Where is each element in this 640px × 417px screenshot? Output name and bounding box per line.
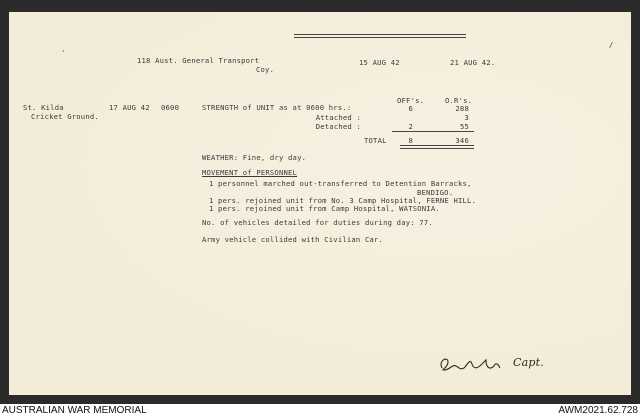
detached-ors: 55	[459, 122, 469, 131]
detached-offrs: 2	[408, 122, 413, 131]
unit-name: 118 Aust. General Transport	[137, 56, 260, 65]
strength-ors: 288	[455, 104, 469, 113]
total-rule-top	[392, 131, 474, 132]
incident-note: Army vehicle collided with Civilian Car.	[202, 235, 384, 244]
entry-date: 17 AUG 42	[109, 103, 150, 112]
col-ors-header: O.R's.	[445, 96, 473, 105]
stray-mark: /	[609, 40, 614, 49]
place-sub: Cricket Ground.	[31, 112, 99, 121]
movement-line-2: 1 pers. rejoined unit from No. 3 Camp Hospital, FERNE HILL.	[209, 196, 477, 205]
period-to: 21 AUG 42.	[450, 58, 496, 67]
footer-left: AUSTRALIAN WAR MEMORIAL	[2, 405, 147, 416]
war-diary-page	[9, 12, 631, 395]
period-from: 15 AUG 42	[359, 58, 400, 67]
detached-label: Detached :	[315, 122, 361, 131]
movement-line-1b: BENDIGO.	[417, 188, 454, 197]
total-ors: 346	[455, 136, 469, 145]
place: St. Kilda	[23, 103, 64, 112]
total-offrs: 8	[408, 136, 413, 145]
movement-line-3: 1 pers. rejoined unit from Camp Hospital, WATSONIA.	[209, 204, 440, 213]
total-rule-bottom	[400, 145, 474, 149]
header-rule	[294, 34, 466, 38]
signature-rank: Capt.	[513, 356, 544, 369]
stray-mark: '	[61, 48, 66, 57]
unit-name-sub: Coy.	[256, 65, 275, 74]
strength-offrs: 6	[408, 104, 413, 113]
strength-label: STRENGTH of UNIT as at 0600 hrs.:	[202, 103, 352, 112]
movement-line-1: 1 personnel marched out-transferred to Detention Barracks,	[209, 179, 472, 188]
total-label: TOTAL	[364, 136, 387, 145]
entry-time: 0600	[161, 103, 180, 112]
attached-ors: 3	[464, 113, 469, 122]
col-offrs-header: OFF's.	[397, 96, 425, 105]
movement-heading: MOVEMENT of PERSONNEL	[202, 168, 298, 177]
weather: WEATHER: Fine, dry day.	[202, 153, 307, 162]
attached-label: Attached :	[315, 113, 361, 122]
vehicles-detailed: No. of vehicles detailed for duties during day: 77.	[202, 218, 433, 227]
footer-right: AWM2021.62.728	[558, 405, 638, 416]
